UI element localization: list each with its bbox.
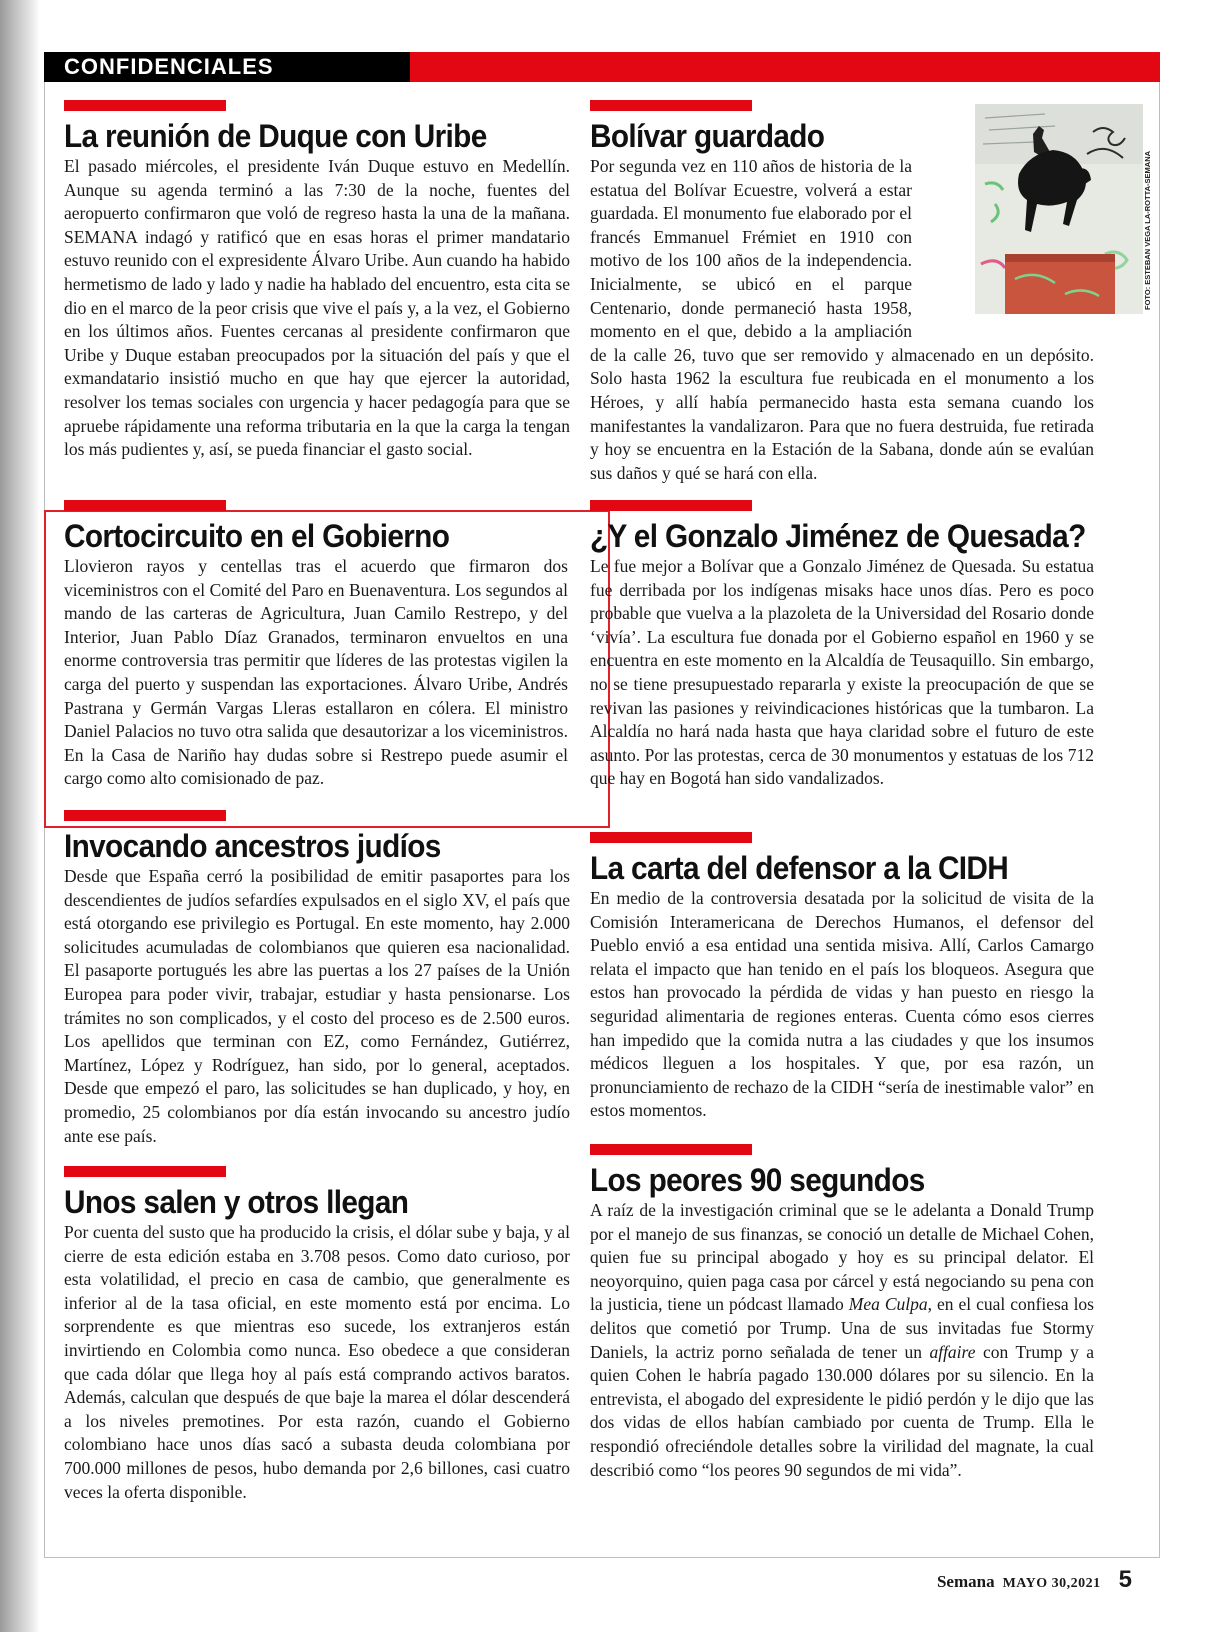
affaire-word: affaire	[929, 1341, 976, 1362]
article-headline: Unos salen y otros llegan	[64, 1184, 409, 1220]
footer-page-number: 5	[1118, 1566, 1132, 1593]
article-body-text: Por segunda vez en 110 años de historia de la estatua del Bolívar Ecuestre, volverá a estar guardada. El monumento fue elaborado por el francés Emmanuel Frémiet en 1910 con motivo de los 100 años de la independencia. Inicialmente, se ubicó en el parque Centenario, donde permaneció hasta 1958, momento en el que, debido a la ampliación de la calle 26, tuvo que ser removido y almacenado en un depósito. Solo hasta 1962 la escultura fue reubicada en el monumento a los Héroes, y allí había permanecido hasta esta semana cuando los manifestantes la vandalizaron. Para que no fuera destruida, fue retirada y hoy se encuentra en la Estación de la Sabana, donde aún se evalúan sus daños y qué se hará con ella.	[590, 156, 1094, 483]
article-headline: La carta del defensor a la CIDH	[590, 850, 1009, 886]
article-headline: Cortocircuito en el Gobierno	[64, 518, 450, 554]
article-red-rule	[64, 500, 226, 511]
photo-credit: FOTO: ESTEBAN VEGA LA-ROTTA-SEMANA	[1143, 150, 1152, 310]
article-reunion-duque-uribe	[64, 100, 570, 462]
section-title: CONFIDENCIALES	[64, 54, 274, 79]
article-body-part3: con Trump y a quien Cohen le habría pagado 130.000 dólares por su silencio. En la entrevista, el abogado del expresidente le pidió perdón y le dijo que las dos vidas de ellos habían cambiado por cuenta de Trump. Ella le respondió ofreciéndole detalles sobre la virilidad del magnate, la cual describió como “los peores 90 segundos de mi vida”.	[590, 1341, 1094, 1480]
podcast-name: Mea Culpa	[848, 1294, 928, 1315]
bolivar-statue-photo	[975, 104, 1143, 314]
article-red-rule	[590, 1144, 752, 1155]
article-body-part1: A raíz de la investigación criminal que se le adelanta a Donald Trump por el manejo de sus finanzas, se conoció un detalle de Michael Cohen, quien fue su principal abogado y hoy es su principal delator. El neoyorquino, quien paga casa por cárcel y está negociando su pena con la justicia, tiene un pódcast llamado	[590, 1200, 1094, 1315]
article-body: En medio de la controversia desatada por la solicitud de visita de la Comisión Interamericana de Derechos Humanos, el defensor del Pueblo envió a esa entidad una sentida misiva. Allí, Carlos Camargo relata el impacto que han tenido en el país los bloqueos. Asegura que estos han provocado la pérdida de vidas y han puesto en riesgo la seguridad alimentaria de regiones enteras. Cuenta cómo esos cierres han impedido que la comida nutra a las ciudades y que los insumos médicos lleguen a los hospitales. Y que, por esa razón, un pronunciamiento de rechazo de la CIDH “sería de inestimable valor” en estos momentos.	[590, 888, 1094, 1121]
article-red-rule	[64, 1166, 226, 1177]
article-ancestros-judios	[64, 810, 570, 1148]
article-red-rule	[64, 100, 226, 111]
article-body	[590, 1199, 1094, 1482]
article-headline: Invocando ancestros judíos	[64, 828, 441, 864]
article-headline: La reunión de Duque con Uribe	[64, 118, 487, 154]
footer-magazine-name: Semana	[936, 1572, 995, 1591]
article-body: El pasado miércoles, el presidente Iván Duque estuvo en Medellín. Aunque su agenda terminó a las 7:30 de la noche, fuentes del aeropuerto confirmaron que voló de regreso hasta la una de la mañana. SEMANA indagó y ratificó que en esas horas el primer mandatario estuvo reunido con el expresidente Álvaro Uribe. Aun cuando ha habido hermetismo de lado y lado y nadie ha hablado del encuentro, esta cita se dio en el marco de la peor crisis que vive el país y, a la vez, el Gobierno en los últimos años. Fuentes cercanas al presidente confirmaron que Uribe y Duque estaban preocupados por la situación del país y que el exmandatario insistió mucho en que hay que ejercer la autoridad, resolver los temas sociales con urgencia y hacer pedagogía para que se apruebe rápidamente una reforma tributaria en la que la carga la tengan los más pudientes y, así, se pueda financiar el gasto social.	[64, 156, 570, 460]
article-body: Por cuenta del susto que ha producido la crisis, el dólar sube y baja, y al cierre de esta edición estaba en 3.708 pesos. Como dato curioso, por esta volatilidad, el precio en casa de cambio, que generalmente es inferior al de la tasa oficial, en este momento está por encima. Lo sorprendente es que mientras eso sucede, los extranjeros están invirtiendo en Colombia como nunca. Eso obedece a que consideran que cada dólar que llega hoy al país está comprando activos baratos. Además, calculan que después de que baje la marea el dólar descenderá a los niveles premotines. Por esta razón, cuando el Gobierno colombiano hace unos días sacó a subasta deuda colombiana por 700.000 millones de pesos, hubo demanda por 2,6 billones, casi cuatro veces la oferta disponible.	[64, 1222, 570, 1502]
article-headline: Bolívar guardado	[590, 118, 825, 154]
article-red-rule	[64, 810, 226, 821]
article-unos-salen-otros-llegan	[64, 1166, 570, 1504]
footer-date: MAYO 30,2021	[1002, 1576, 1101, 1591]
statue-illustration	[975, 104, 1143, 314]
article-gonzalo-jimenez-quesada	[590, 500, 1094, 791]
article-red-rule	[590, 500, 752, 511]
page-spine-shadow	[0, 0, 40, 1632]
article-carta-defensor-cidh	[590, 832, 1094, 1123]
article-body: Desde que España cerró la posibilidad de emitir pasaportes para los descendientes de judíos sefardíes expulsados en el siglo XV, el país que está otorgando ese privilegio es Portugal. En este momento, hay 2.000 solicitudes acumuladas de colombianos que quieren esa nacionalidad. El pasaporte portugués les abre las puertas a los 27 países de la Unión Europea para poder vivir, trabajar, estudiar y hasta pensionarse. Los trámites no son complicados, y el costo del proceso es de 2.500 euros. Los apellidos que terminan con EZ, como Fernández, Gutiérrez, Martínez, López y Rodríguez, han sido, por lo general, aceptados. Desde que empezó el paro, las solicitudes se han duplicado, y hoy, en promedio, 25 colombianos por día están invocando su ancestro judío ante ese país.	[64, 866, 570, 1146]
article-body: Le fue mejor a Bolívar que a Gonzalo Jiménez de Quesada. Su estatua fue derribada por los indígenas misaks hace unos días. Pero es poco probable que vuelva a la plazoleta de la Universidad del Rosario donde ‘vivía’. La escultura fue donada por el Gobierno español en 1960 y se encuentra en este momento en la Alcaldía de Teusaquillo. Sin embargo, no se tiene presupuestado repararla y existe la preocupación de que se revivan las pasiones y reivindicaciones históricas que la tumbaron. La Alcaldía no hará nada hasta que haya claridad sobre el futuro de este asunto. Por las protestas, cerca de 30 monumentos y estatuas de los 712 que hay en Bogotá han sido vandalizados.	[590, 556, 1094, 789]
article-red-rule	[590, 100, 752, 111]
article-peores-90-segundos	[590, 1144, 1094, 1482]
article-cortocircuito-gobierno	[64, 500, 568, 791]
article-body: Llovieron rayos y centellas tras el acuerdo que firmaron dos viceministros con el Comité del Paro en Buenaventura. Los segundos al mando de las carteras de Agricultura, Juan Camilo Restrepo, y del Interior, Juan Pablo Díaz Granados, terminaron envueltos en una enorme controversia tras permitir que líderes de las protestas vigilen la carga del puerto y suspendan las exportaciones. Álvaro Uribe, Andrés Pastrana y Germán Vargas Lleras estallaron en cólera. El ministro Daniel Palacios no tuvo otra salida que desautorizar a los viceministros. En la Casa de Nariño hay dudas sobre si Restrepo puede asumir el cargo como alto comisionado de paz.	[64, 556, 568, 789]
article-body-part2: , en el cual confiesa los delitos que cometió por Trump. Una de sus invitadas fue Stormy Daniels, la actriz porno señalada de tener un	[590, 1294, 1094, 1362]
article-red-rule	[590, 832, 752, 843]
article-headline: ¿Y el Gonzalo Jiménez de Quesada?	[590, 518, 1086, 554]
article-headline: Los peores 90 segundos	[590, 1162, 925, 1198]
page-footer	[937, 1566, 1132, 1596]
